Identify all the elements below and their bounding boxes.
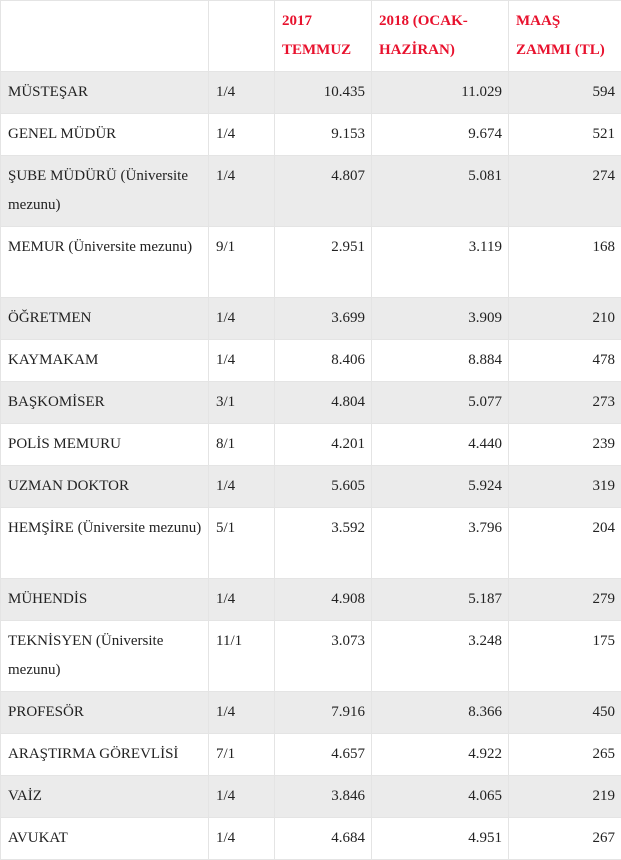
header-2018: 2018 (OCAK-HAZİRAN) (372, 1, 509, 72)
cell-raise: 478 (509, 340, 621, 382)
cell-raise: 521 (509, 114, 621, 156)
cell-grade: 1/4 (209, 692, 275, 734)
cell-2018: 3.796 (372, 508, 509, 579)
cell-raise: 594 (509, 72, 621, 114)
cell-2018: 5.187 (372, 579, 509, 621)
header-raise: MAAŞ ZAMMI (TL) (509, 1, 621, 72)
cell-2018: 3.909 (372, 298, 509, 340)
cell-title: ARAŞTIRMA GÖREVLİSİ (1, 734, 209, 776)
cell-title: KAYMAKAM (1, 340, 209, 382)
cell-raise: 274 (509, 156, 621, 227)
cell-raise: 210 (509, 298, 621, 340)
cell-2017: 4.908 (275, 579, 372, 621)
table-row (1, 734, 621, 776)
cell-title: POLİS MEMURU (1, 424, 209, 466)
cell-raise: 204 (509, 508, 621, 579)
header-grade (209, 1, 275, 72)
cell-grade: 1/4 (209, 776, 275, 818)
cell-2018: 5.924 (372, 466, 509, 508)
cell-title: MÜSTEŞAR (1, 72, 209, 114)
cell-grade: 3/1 (209, 382, 275, 424)
table-row (1, 382, 621, 424)
cell-grade: 1/4 (209, 72, 275, 114)
table-header (1, 1, 621, 72)
table-row (1, 114, 621, 156)
cell-2018: 5.077 (372, 382, 509, 424)
table-row (1, 776, 621, 818)
cell-grade: 1/4 (209, 298, 275, 340)
cell-grade: 5/1 (209, 508, 275, 579)
cell-grade: 8/1 (209, 424, 275, 466)
cell-title: MÜHENDİS (1, 579, 209, 621)
cell-title: HEMŞİRE (Üniversite mezunu) (1, 508, 209, 579)
table-row (1, 340, 621, 382)
header-2017: 2017 TEMMUZ (275, 1, 372, 72)
table-row (1, 692, 621, 734)
cell-grade: 1/4 (209, 340, 275, 382)
table-row (1, 508, 621, 579)
cell-2017: 4.684 (275, 818, 372, 860)
cell-2017: 2.951 (275, 227, 372, 298)
cell-grade: 1/4 (209, 156, 275, 227)
header-row (1, 1, 621, 72)
header-title (1, 1, 209, 72)
cell-2017: 3.592 (275, 508, 372, 579)
cell-title: MEMUR (Üniversite mezunu) (1, 227, 209, 298)
cell-title: UZMAN DOKTOR (1, 466, 209, 508)
cell-2018: 4.951 (372, 818, 509, 860)
cell-2017: 5.605 (275, 466, 372, 508)
table-row (1, 424, 621, 466)
cell-raise: 450 (509, 692, 621, 734)
cell-2017: 10.435 (275, 72, 372, 114)
cell-title: PROFESÖR (1, 692, 209, 734)
cell-2018: 5.081 (372, 156, 509, 227)
table-row (1, 579, 621, 621)
cell-2017: 4.657 (275, 734, 372, 776)
cell-grade: 1/4 (209, 818, 275, 860)
cell-grade: 9/1 (209, 227, 275, 298)
cell-grade: 7/1 (209, 734, 275, 776)
cell-title: ŞUBE MÜDÜRÜ (Üniversite mezunu) (1, 156, 209, 227)
cell-2017: 7.916 (275, 692, 372, 734)
table-row (1, 227, 621, 298)
cell-grade: 1/4 (209, 466, 275, 508)
cell-2017: 4.807 (275, 156, 372, 227)
cell-raise: 239 (509, 424, 621, 466)
cell-grade: 1/4 (209, 579, 275, 621)
table-row (1, 621, 621, 692)
table-row (1, 156, 621, 227)
cell-raise: 273 (509, 382, 621, 424)
cell-title: AVUKAT (1, 818, 209, 860)
cell-grade: 11/1 (209, 621, 275, 692)
cell-2018: 9.674 (372, 114, 509, 156)
table-row (1, 298, 621, 340)
table-body (1, 72, 621, 860)
cell-raise: 175 (509, 621, 621, 692)
cell-title: VAİZ (1, 776, 209, 818)
cell-2017: 3.073 (275, 621, 372, 692)
table-row (1, 466, 621, 508)
cell-2018: 4.065 (372, 776, 509, 818)
cell-2017: 3.699 (275, 298, 372, 340)
cell-2018: 4.922 (372, 734, 509, 776)
cell-raise: 267 (509, 818, 621, 860)
table-row (1, 818, 621, 860)
cell-2017: 9.153 (275, 114, 372, 156)
cell-title: ÖĞRETMEN (1, 298, 209, 340)
cell-2017: 8.406 (275, 340, 372, 382)
cell-2017: 4.804 (275, 382, 372, 424)
cell-2018: 8.884 (372, 340, 509, 382)
cell-raise: 168 (509, 227, 621, 298)
cell-2017: 3.846 (275, 776, 372, 818)
cell-2018: 3.119 (372, 227, 509, 298)
cell-raise: 279 (509, 579, 621, 621)
cell-raise: 219 (509, 776, 621, 818)
cell-2018: 3.248 (372, 621, 509, 692)
cell-2018: 4.440 (372, 424, 509, 466)
cell-raise: 265 (509, 734, 621, 776)
cell-raise: 319 (509, 466, 621, 508)
cell-title: BAŞKOMİSER (1, 382, 209, 424)
cell-title: TEKNİSYEN (Üniversite mezunu) (1, 621, 209, 692)
cell-2018: 8.366 (372, 692, 509, 734)
cell-2017: 4.201 (275, 424, 372, 466)
table-row (1, 72, 621, 114)
cell-grade: 1/4 (209, 114, 275, 156)
cell-2018: 11.029 (372, 72, 509, 114)
cell-title: GENEL MÜDÜR (1, 114, 209, 156)
